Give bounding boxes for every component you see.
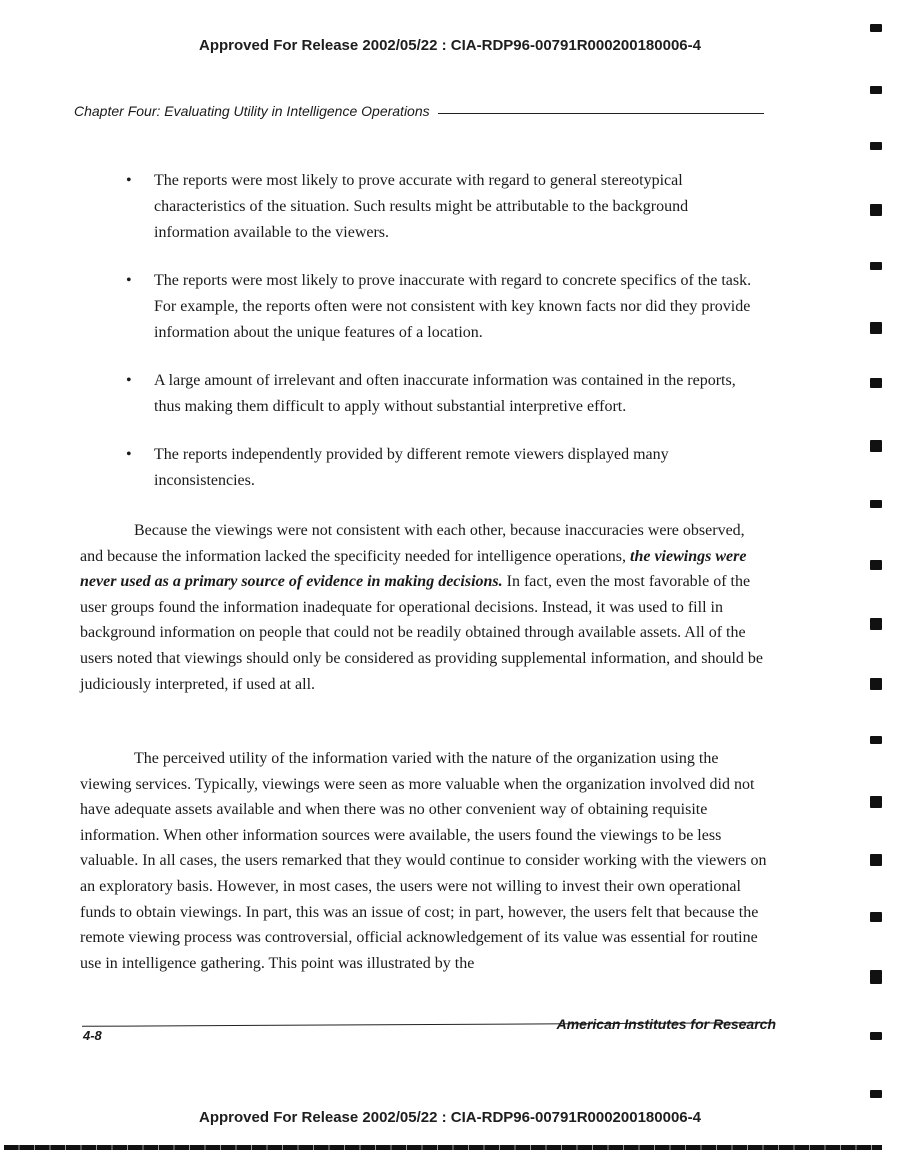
bullet-item bbox=[126, 268, 766, 346]
bullet-text: The reports were most likely to prove accurate with regard to general stereotypical characteristics of the situation. Such results might be attributable to the background information available to the viewers. bbox=[154, 172, 689, 241]
paragraph-text: Because the viewings were not consistent with each other, because inaccuracies were observed, and because the information lacked the specificity needed for intelligence operations, bbox=[80, 522, 745, 565]
scan-bottom-strip bbox=[4, 1145, 882, 1150]
bullet-icon: • bbox=[126, 172, 132, 189]
bullet-item bbox=[126, 442, 766, 494]
bullet-icon: • bbox=[126, 272, 132, 289]
footer-organization: American Institutes for Research bbox=[556, 1016, 776, 1032]
paragraph-usage-findings bbox=[80, 518, 770, 697]
scan-edge-marks bbox=[870, 20, 888, 1100]
paragraph-text: In fact, even the most favorable of the user groups found the information inadequate for operational decisions. Instead, it was used to fill in background information on people that could not be readily obtained through available assets. All of the users noted that viewings should only be considered as providing supplemental information, and should be judiciously interpreted, if used at all. bbox=[80, 573, 763, 693]
bullet-list bbox=[126, 168, 766, 516]
emphasis-text: the viewings were never used as a primary source of evidence in making decisions. bbox=[80, 547, 747, 591]
bullet-item bbox=[126, 168, 766, 246]
bullet-icon: • bbox=[126, 446, 132, 463]
bullet-item bbox=[126, 368, 766, 420]
header-rule bbox=[438, 113, 764, 114]
bullet-text: The reports were most likely to prove inaccurate with regard to concrete specifics of the task. For example, the reports often were not consistent with key known facts nor did they provide information about the unique features of a location. bbox=[154, 272, 752, 341]
chapter-title: Chapter Four: Evaluating Utility in Intelligence Operations bbox=[74, 103, 430, 119]
release-stamp-bottom: Approved For Release 2002/05/22 : CIA-RDP96-00791R000200180006-4 bbox=[199, 1109, 701, 1126]
paragraph-perceived-utility: The perceived utility of the information varied with the nature of the organization using the viewing services. Typically, viewings were seen as more valuable when the organization involved did not have adequate assets available and when there was no other convenient way of obtaining requisite information. When other information sources were available, the users found the viewings to be less valuable. In all cases, the users remarked that they would continue to consider working with the viewers on an exploratory basis. However, in most cases, the users were not willing to invest their own operational funds to obtain viewings. In part, this was an issue of cost; in part, however, the users felt that because the remote viewing process was controversial, official acknowledgement of its value was essential for routine use in intelligence gathering. This point was illustrated by the bbox=[80, 750, 767, 972]
bullet-text: The reports independently provided by different remote viewers displayed many inconsistencies. bbox=[154, 446, 669, 489]
page-number: 4-8 bbox=[83, 1028, 102, 1043]
chapter-header bbox=[74, 103, 764, 119]
bullet-icon: • bbox=[126, 372, 132, 389]
release-stamp-top: Approved For Release 2002/05/22 : CIA-RDP96-00791R000200180006-4 bbox=[199, 37, 701, 54]
bullet-text: A large amount of irrelevant and often inaccurate information was contained in the reports, thus making them difficult to apply without substantial interpretive effort. bbox=[154, 372, 736, 415]
